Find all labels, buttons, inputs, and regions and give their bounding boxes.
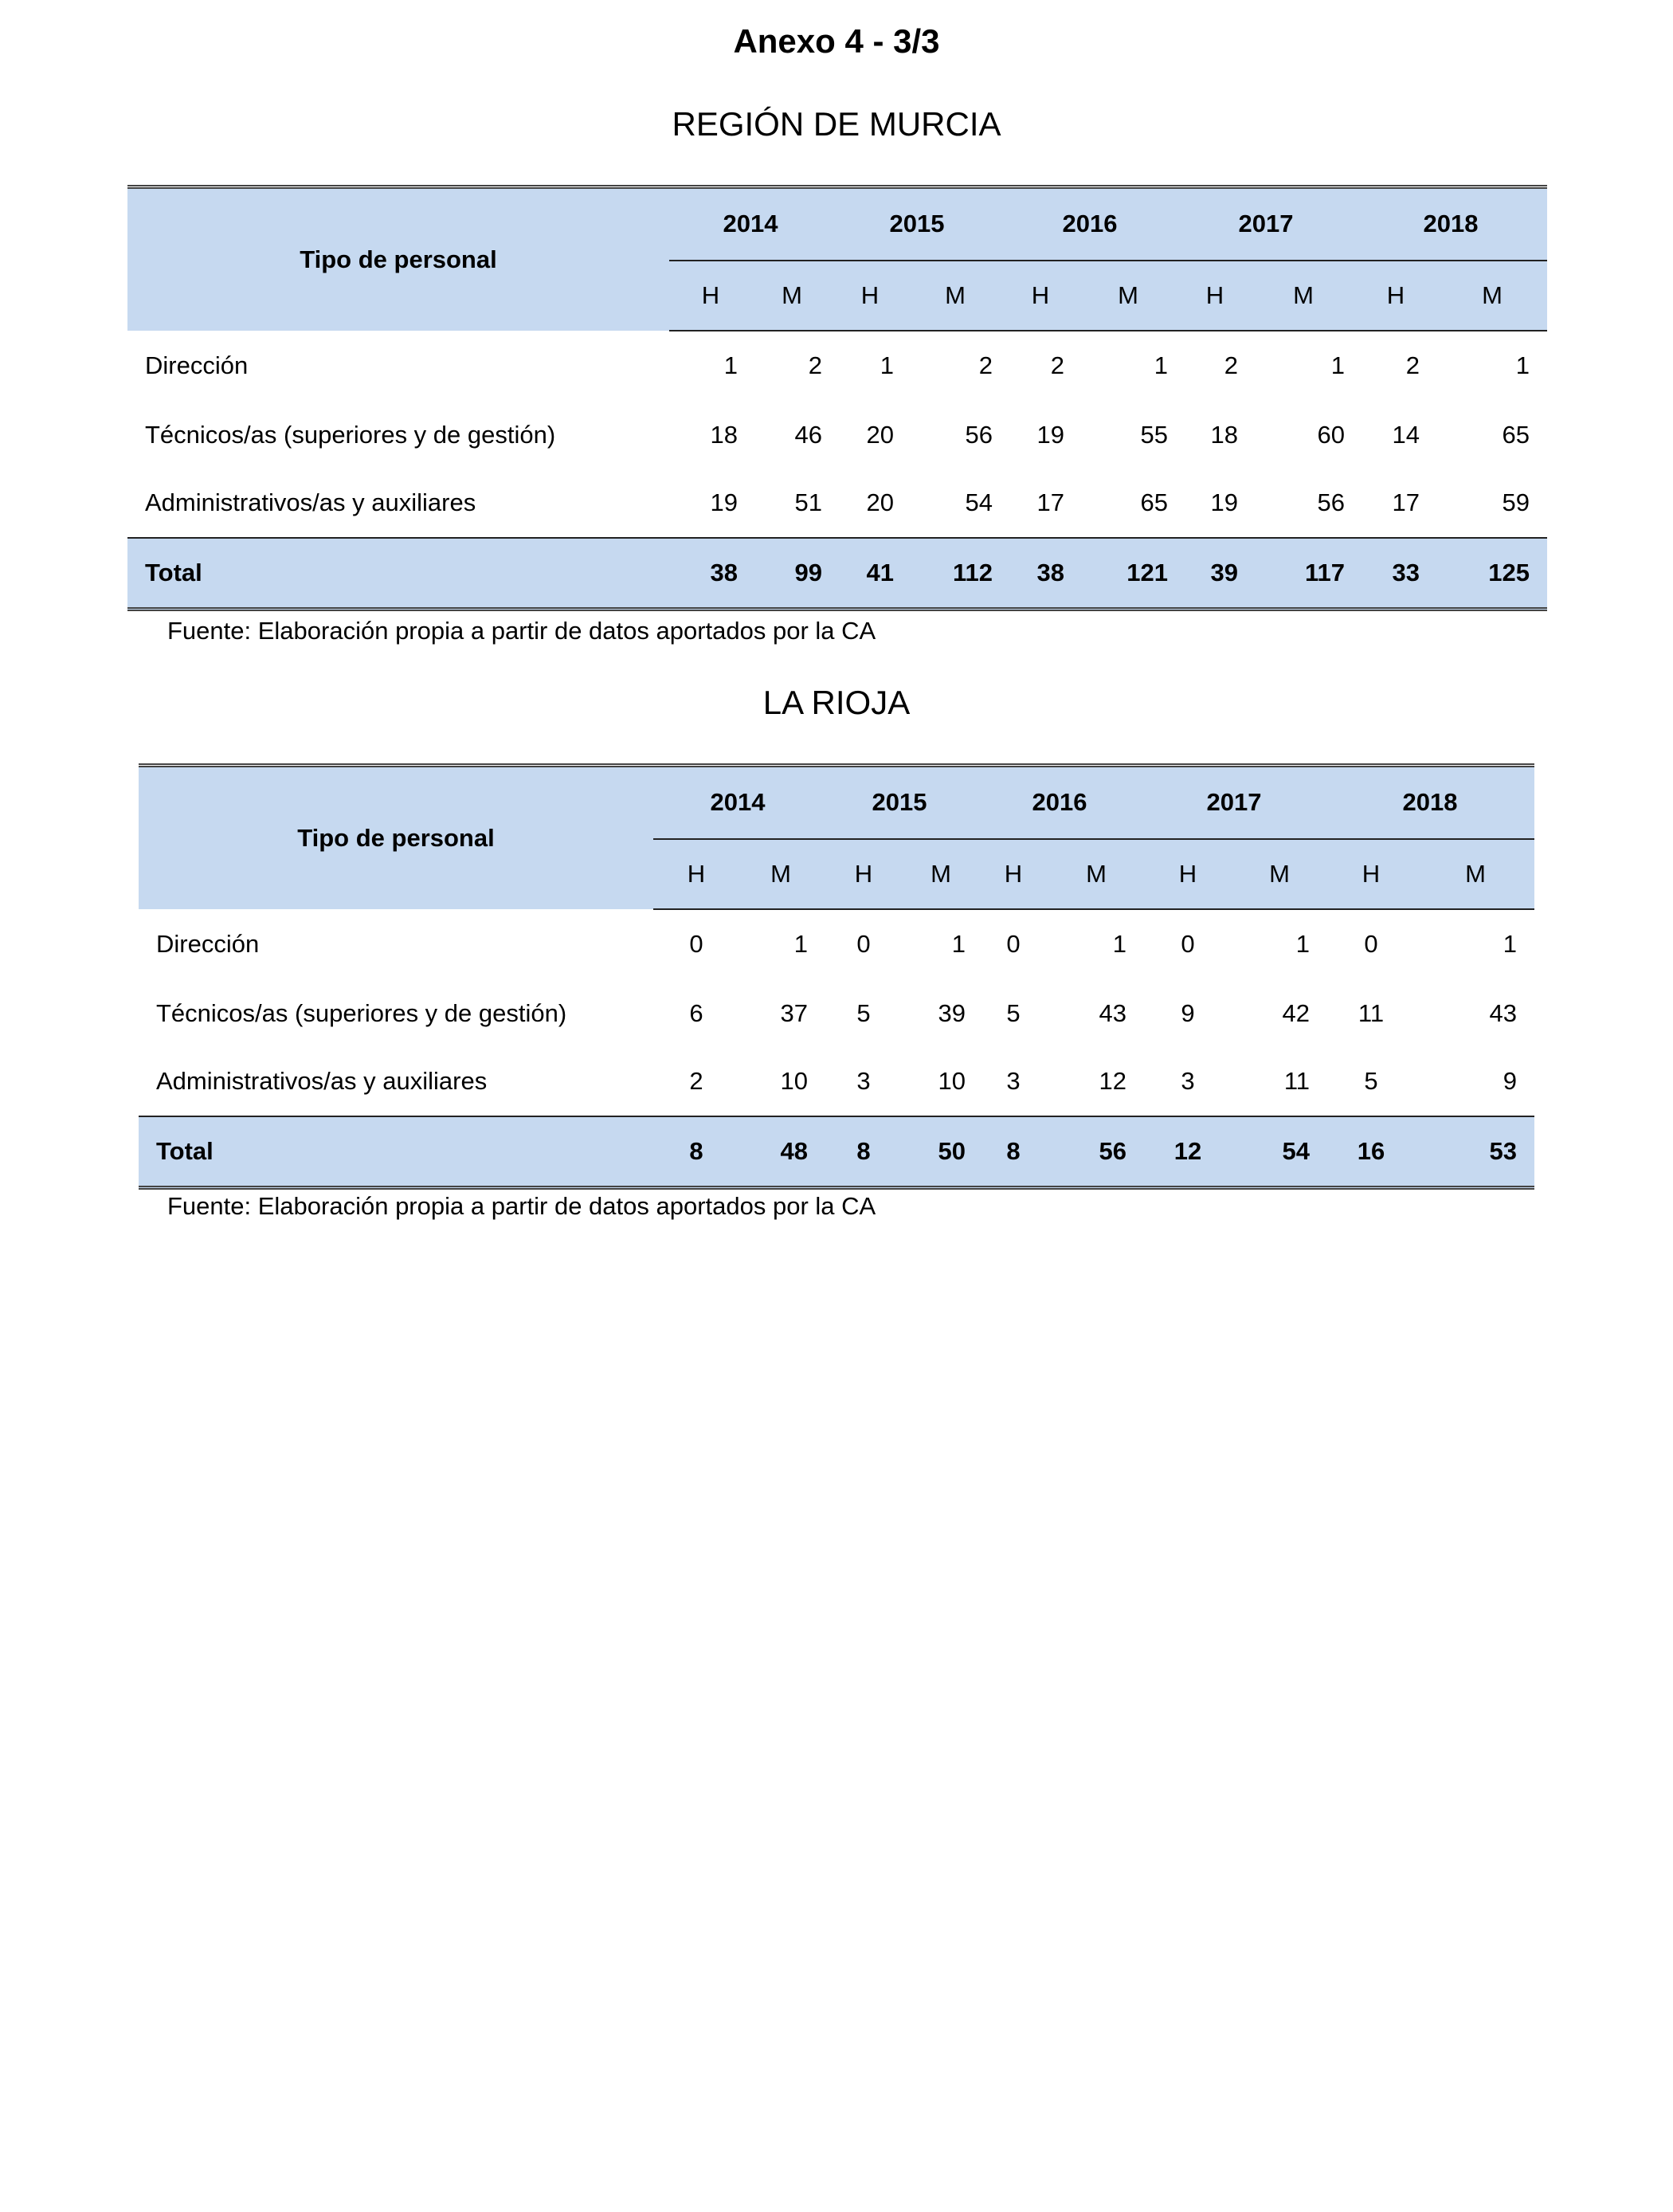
table-row: [127, 469, 1547, 538]
total-value: 41: [832, 538, 908, 610]
total-value: 16: [1326, 1116, 1416, 1188]
cell-value: 1: [723, 351, 738, 379]
row-label: Dirección: [156, 929, 260, 958]
cell-value: 5: [1006, 998, 1021, 1027]
sex-header: M: [752, 261, 832, 331]
cell-value: 56: [1317, 488, 1345, 516]
cell-value: 43: [1099, 998, 1126, 1027]
cell-value: 20: [866, 420, 894, 449]
cell-value: 19: [710, 488, 738, 516]
total-label: Total: [139, 1116, 653, 1188]
cell-value: 10: [780, 1067, 808, 1095]
year-header: 2017: [1142, 766, 1326, 839]
total-value: 50: [905, 1116, 977, 1188]
cell-value: 14: [1392, 420, 1420, 449]
sex-header: M: [739, 839, 822, 909]
cell-value: 2: [978, 351, 993, 379]
year-header: 2014: [653, 766, 822, 839]
cell-value: 17: [1392, 488, 1420, 516]
cell-value: 11: [1358, 998, 1385, 1027]
total-value: 99: [752, 538, 832, 610]
cell-value: 11: [1283, 1067, 1310, 1095]
total-value: 54: [1233, 1116, 1326, 1188]
cell-value: 17: [1036, 488, 1064, 516]
cell-value: 0: [1006, 930, 1021, 958]
cell-value: 6: [689, 998, 703, 1027]
cell-value: 9: [1503, 1067, 1517, 1095]
cell-value: 18: [710, 420, 738, 449]
cell-value: 1: [1515, 351, 1530, 379]
cell-value: 1: [793, 930, 808, 958]
year-header: 2018: [1326, 766, 1534, 839]
cell-value: 65: [1502, 420, 1530, 449]
cell-value: 10: [938, 1067, 966, 1095]
cell-value: 1: [951, 930, 966, 958]
cell-value: 18: [1210, 420, 1238, 449]
total-value: 8: [653, 1116, 739, 1188]
total-row: [127, 538, 1547, 610]
row-label: Técnicos/as (superiores y de gestión): [156, 998, 567, 1027]
total-value: 53: [1416, 1116, 1534, 1188]
total-value: 8: [822, 1116, 905, 1188]
sex-header: H: [1326, 839, 1416, 909]
sex-header: M: [1252, 261, 1354, 331]
cell-value: 1: [1154, 351, 1168, 379]
cell-value: 3: [1006, 1067, 1021, 1095]
sex-header: M: [1416, 839, 1534, 909]
cell-value: 5: [856, 998, 871, 1027]
cell-value: 59: [1502, 488, 1530, 516]
cell-value: 65: [1140, 488, 1168, 516]
source-note: Fuente: Elaboración propia a partir de datos aportados por la CA: [167, 617, 876, 645]
cell-value: 1: [1295, 930, 1310, 958]
year-header: 2018: [1354, 187, 1547, 261]
cell-value: 1: [1503, 930, 1517, 958]
cell-value: 5: [1364, 1067, 1378, 1095]
cell-value: 55: [1140, 420, 1168, 449]
year-header: 2016: [1002, 187, 1177, 261]
cell-value: 2: [1050, 351, 1064, 379]
region-title-la-rioja: LA RIOJA: [762, 684, 911, 721]
cell-value: 51: [794, 488, 822, 516]
total-value: 38: [669, 538, 752, 610]
total-value: 56: [1050, 1116, 1142, 1188]
cell-value: 1: [1112, 930, 1126, 958]
year-header: 2015: [822, 766, 977, 839]
row-label: Administrativos/as y auxiliares: [156, 1067, 488, 1095]
sex-header: H: [669, 261, 752, 331]
sex-header: M: [905, 839, 977, 909]
total-value: 125: [1437, 538, 1547, 610]
cell-value: 1: [880, 351, 894, 379]
sex-header: H: [1177, 261, 1252, 331]
total-value: 38: [1002, 538, 1079, 610]
sex-header: H: [977, 839, 1050, 909]
sex-header: M: [1079, 261, 1177, 331]
tipo-header: Tipo de personal: [297, 823, 495, 852]
table-murcia: [127, 185, 1547, 611]
table-row: [139, 909, 1534, 979]
cell-value: 9: [1181, 998, 1195, 1027]
total-value: 39: [1177, 538, 1252, 610]
region-title-murcia: REGIÓN DE MURCIA: [672, 105, 1001, 143]
cell-value: 54: [965, 488, 993, 516]
year-header: 2017: [1177, 187, 1354, 261]
cell-value: 2: [1224, 351, 1238, 379]
cell-value: 39: [938, 998, 966, 1027]
tipo-header: Tipo de personal: [300, 245, 497, 273]
sex-header: H: [1142, 839, 1233, 909]
cell-value: 3: [1181, 1067, 1195, 1095]
cell-value: 2: [808, 351, 822, 379]
year-header: 2015: [832, 187, 1002, 261]
row-label: Dirección: [145, 351, 249, 379]
table-row: [127, 401, 1547, 469]
table-la-rioja: [139, 763, 1534, 1190]
source-note: Fuente: Elaboración propia a partir de datos aportados por la CA: [167, 1192, 876, 1220]
sex-header: H: [1002, 261, 1079, 331]
cell-value: 3: [856, 1067, 871, 1095]
sex-header: H: [653, 839, 739, 909]
year-header: 2016: [977, 766, 1142, 839]
cell-value: 19: [1036, 420, 1064, 449]
cell-value: 20: [866, 488, 894, 516]
cell-value: 19: [1210, 488, 1238, 516]
cell-value: 2: [1405, 351, 1420, 379]
sex-header: M: [1050, 839, 1142, 909]
cell-value: 42: [1282, 998, 1310, 1027]
cell-value: 37: [780, 998, 808, 1027]
table-row: [127, 331, 1547, 401]
table-row: [139, 1048, 1534, 1116]
cell-value: 0: [689, 930, 703, 958]
cell-value: 0: [1181, 930, 1195, 958]
total-value: 8: [977, 1116, 1050, 1188]
total-label: Total: [127, 538, 669, 610]
total-value: 33: [1354, 538, 1437, 610]
total-value: 48: [739, 1116, 822, 1188]
page-title: Anexo 4 - 3/3: [733, 22, 940, 60]
sex-header: M: [1233, 839, 1326, 909]
cell-value: 12: [1099, 1067, 1126, 1095]
sex-header: H: [832, 261, 908, 331]
cell-value: 43: [1489, 998, 1517, 1027]
sex-header: H: [1354, 261, 1437, 331]
total-value: 112: [908, 538, 1002, 610]
row-label: Administrativos/as y auxiliares: [145, 488, 476, 516]
cell-value: 0: [1364, 930, 1378, 958]
cell-value: 60: [1317, 420, 1345, 449]
cell-value: 56: [965, 420, 993, 449]
row-label: Técnicos/as (superiores y de gestión): [145, 420, 556, 449]
sex-header: H: [822, 839, 905, 909]
sex-header: M: [908, 261, 1002, 331]
cell-value: 0: [856, 930, 871, 958]
total-value: 121: [1079, 538, 1177, 610]
cell-value: 46: [794, 420, 822, 449]
total-value: 12: [1142, 1116, 1233, 1188]
sex-header: M: [1437, 261, 1547, 331]
cell-value: 2: [689, 1067, 703, 1095]
year-header: 2014: [669, 187, 832, 261]
table-row: [139, 979, 1534, 1048]
cell-value: 1: [1330, 351, 1345, 379]
total-value: 117: [1252, 538, 1354, 610]
total-row: [139, 1116, 1534, 1188]
